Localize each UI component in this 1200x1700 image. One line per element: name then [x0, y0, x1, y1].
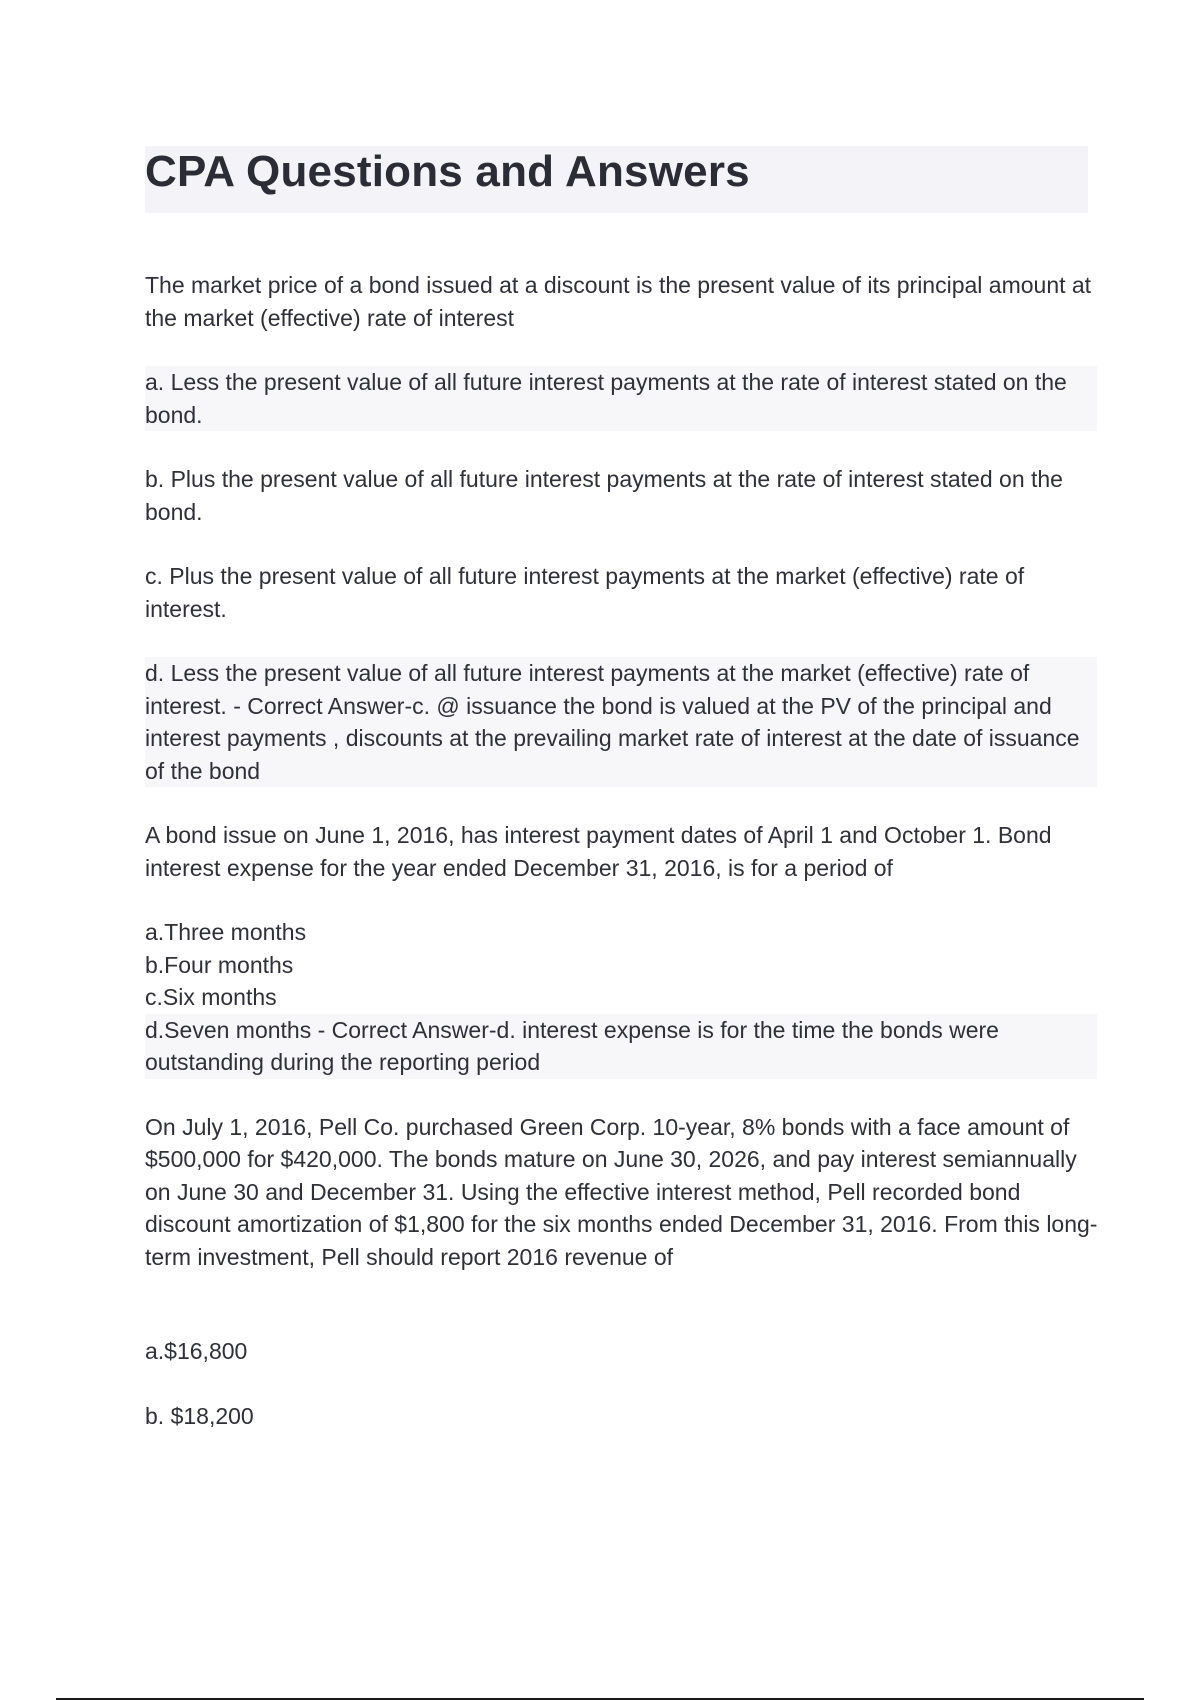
page-title: CPA Questions and Answers — [145, 147, 750, 196]
question-1-option-d-answer: d. Less the present value of all future interest payments at the market (effective) rate of interest. - Correct Answer-c. @ issuance the bond is valued at the PV of the principal and interest payments , discounts at the prevailing market rate of interest at the date of issuance of the bond — [145, 657, 1097, 787]
question-2-options — [145, 916, 1105, 1079]
question-2-option-c: c.Six months — [145, 984, 277, 1010]
question-2-stem: A bond issue on June 1, 2016, has interest payment dates of April 1 and October 1. Bond interest expense for the year ended December 31, 2016, is for a period of — [145, 822, 1052, 881]
question-3-stem: On July 1, 2016, Pell Co. purchased Green Corp. 10-year, 8% bonds with a face amount of $500,000 for $420,000. The bonds mature on June 30, 2026, and pay interest semiannually on June 30 and December 31. Using the effective interest method, Pell recorded bond discount amortization of $1,800 for the six months ended December 31, 2016. From this long-term investment, Pell should report 2016 revenue of — [145, 1113, 1098, 1270]
question-3-option-a: a.$16,800 — [145, 1338, 248, 1364]
document-body — [145, 269, 1105, 1464]
question-2-option-b: b.Four months — [145, 951, 294, 978]
question-3-option-b: b. $18,200 — [145, 1402, 254, 1429]
question-1-option-b: b. Plus the present value of all future interest payments at the rate of interest stated on the bond. — [145, 466, 1063, 525]
question-1-stem: The market price of a bond issued at a discount is the present value of its principal amount at the market (effective) rate of interest — [145, 272, 1092, 331]
question-1-option-c: c. Plus the present value of all future interest payments at the market (effective) rate of interest. — [145, 563, 1025, 622]
question-2-option-d-answer: d.Seven months - Correct Answer-d. interest expense is for the time the bonds were outstanding during the reporting period — [145, 1014, 1097, 1079]
question-2-option-a: a.Three months — [145, 919, 307, 945]
question-1-option-a: a. Less the present value of all future interest payments at the rate of interest stated on the bond. — [145, 366, 1097, 431]
